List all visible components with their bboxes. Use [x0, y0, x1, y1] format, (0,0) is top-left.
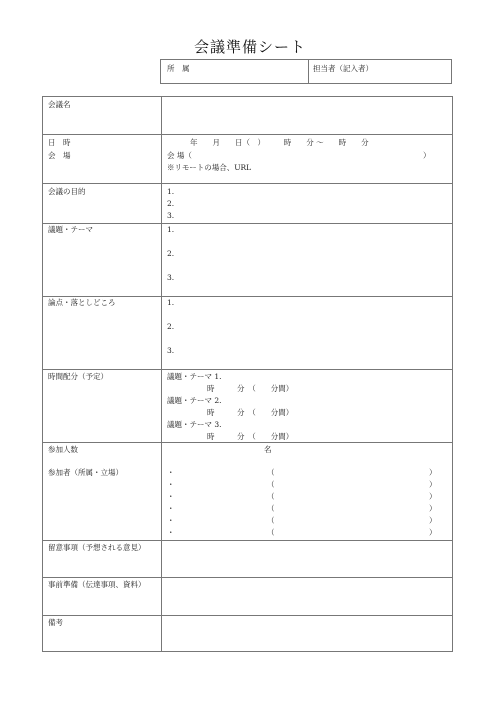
participant-close-paren: ） — [429, 480, 437, 489]
participant-count-label: 参加人数 — [48, 445, 78, 454]
label-column-divider — [161, 97, 162, 651]
preparation-label: 事前準備（伝達事項、資料） — [48, 580, 146, 589]
participant-close-paren: ） — [429, 516, 437, 525]
participant-open-paren[interactable]: （ — [267, 516, 275, 525]
participant-open-paren[interactable]: （ — [267, 492, 275, 501]
time-topic[interactable]: 議題・テーマ 2. — [167, 396, 222, 405]
row-divider — [43, 223, 452, 224]
remarks-label: 備考 — [48, 618, 63, 627]
venue-line[interactable]: 会 場（ — [167, 151, 192, 160]
venue-close-paren: ） — [423, 151, 431, 160]
purpose-label: 会議の目的 — [48, 187, 86, 196]
points-item[interactable]: 1. — [167, 298, 175, 307]
header-box — [160, 59, 452, 84]
time-slot[interactable]: 時 分 （ 分間） — [207, 432, 294, 441]
participant-close-paren: ） — [429, 504, 437, 513]
participant-bullet: ・ — [167, 504, 175, 513]
header-divider — [308, 60, 309, 83]
time-allocation-label: 時間配分（予定） — [48, 372, 108, 381]
agenda-item[interactable]: 2. — [167, 249, 175, 258]
points-item[interactable]: 2. — [167, 322, 175, 331]
date-label: 日 時 — [48, 138, 71, 147]
row-divider — [43, 442, 452, 443]
row-divider — [43, 540, 452, 541]
points-item[interactable]: 3. — [167, 346, 175, 355]
participant-bullet: ・ — [167, 516, 175, 525]
notes-expected-label: 留意事項（予想される意見） — [48, 543, 146, 552]
recorder-label: 担当者（記入者） — [313, 64, 373, 73]
date-time-line[interactable]: 年 月 日（ ） 時 分 ～ 時 分 — [190, 138, 369, 147]
remote-url-note: ※リモートの場合、URL — [167, 163, 252, 172]
row-divider — [43, 134, 452, 135]
participant-close-paren: ） — [429, 468, 437, 477]
purpose-item[interactable]: 2. — [167, 199, 175, 208]
time-topic[interactable]: 議題・テーマ 1. — [167, 372, 222, 381]
agenda-item[interactable]: 1. — [167, 225, 175, 234]
venue-label: 会 場 — [48, 151, 71, 160]
participant-bullet: ・ — [167, 480, 175, 489]
time-topic[interactable]: 議題・テーマ 3. — [167, 420, 222, 429]
participant-open-paren[interactable]: （ — [267, 528, 275, 537]
participant-bullet: ・ — [167, 492, 175, 501]
participant-list-label: 参加者（所属・立場） — [48, 468, 123, 477]
row-divider — [43, 369, 452, 370]
participant-open-paren[interactable]: （ — [267, 480, 275, 489]
participant-open-paren[interactable]: （ — [267, 468, 275, 477]
participant-open-paren[interactable]: （ — [267, 504, 275, 513]
time-slot[interactable]: 時 分 （ 分間） — [207, 384, 294, 393]
participant-bullet: ・ — [167, 528, 175, 537]
participant-close-paren: ） — [429, 492, 437, 501]
participant-bullet: ・ — [167, 468, 175, 477]
agenda-item[interactable]: 3. — [167, 273, 175, 282]
row-divider — [43, 615, 452, 616]
row-divider — [43, 183, 452, 184]
sheet-title: 会議準備シート — [193, 38, 306, 56]
agenda-label: 議題・テーマ — [48, 225, 93, 234]
purpose-item[interactable]: 3. — [167, 211, 175, 220]
participant-close-paren: ） — [429, 528, 437, 537]
points-label: 論点・落としどころ — [48, 298, 116, 307]
row-divider — [43, 296, 452, 297]
meeting-form — [42, 96, 453, 652]
row-divider — [43, 577, 452, 578]
time-slot[interactable]: 時 分 （ 分間） — [207, 408, 294, 417]
meeting-name-label: 会議名 — [48, 100, 71, 109]
purpose-item[interactable]: 1. — [167, 187, 175, 196]
participant-count-unit: 名 — [264, 445, 272, 454]
affiliation-label: 所 属 — [167, 64, 190, 73]
